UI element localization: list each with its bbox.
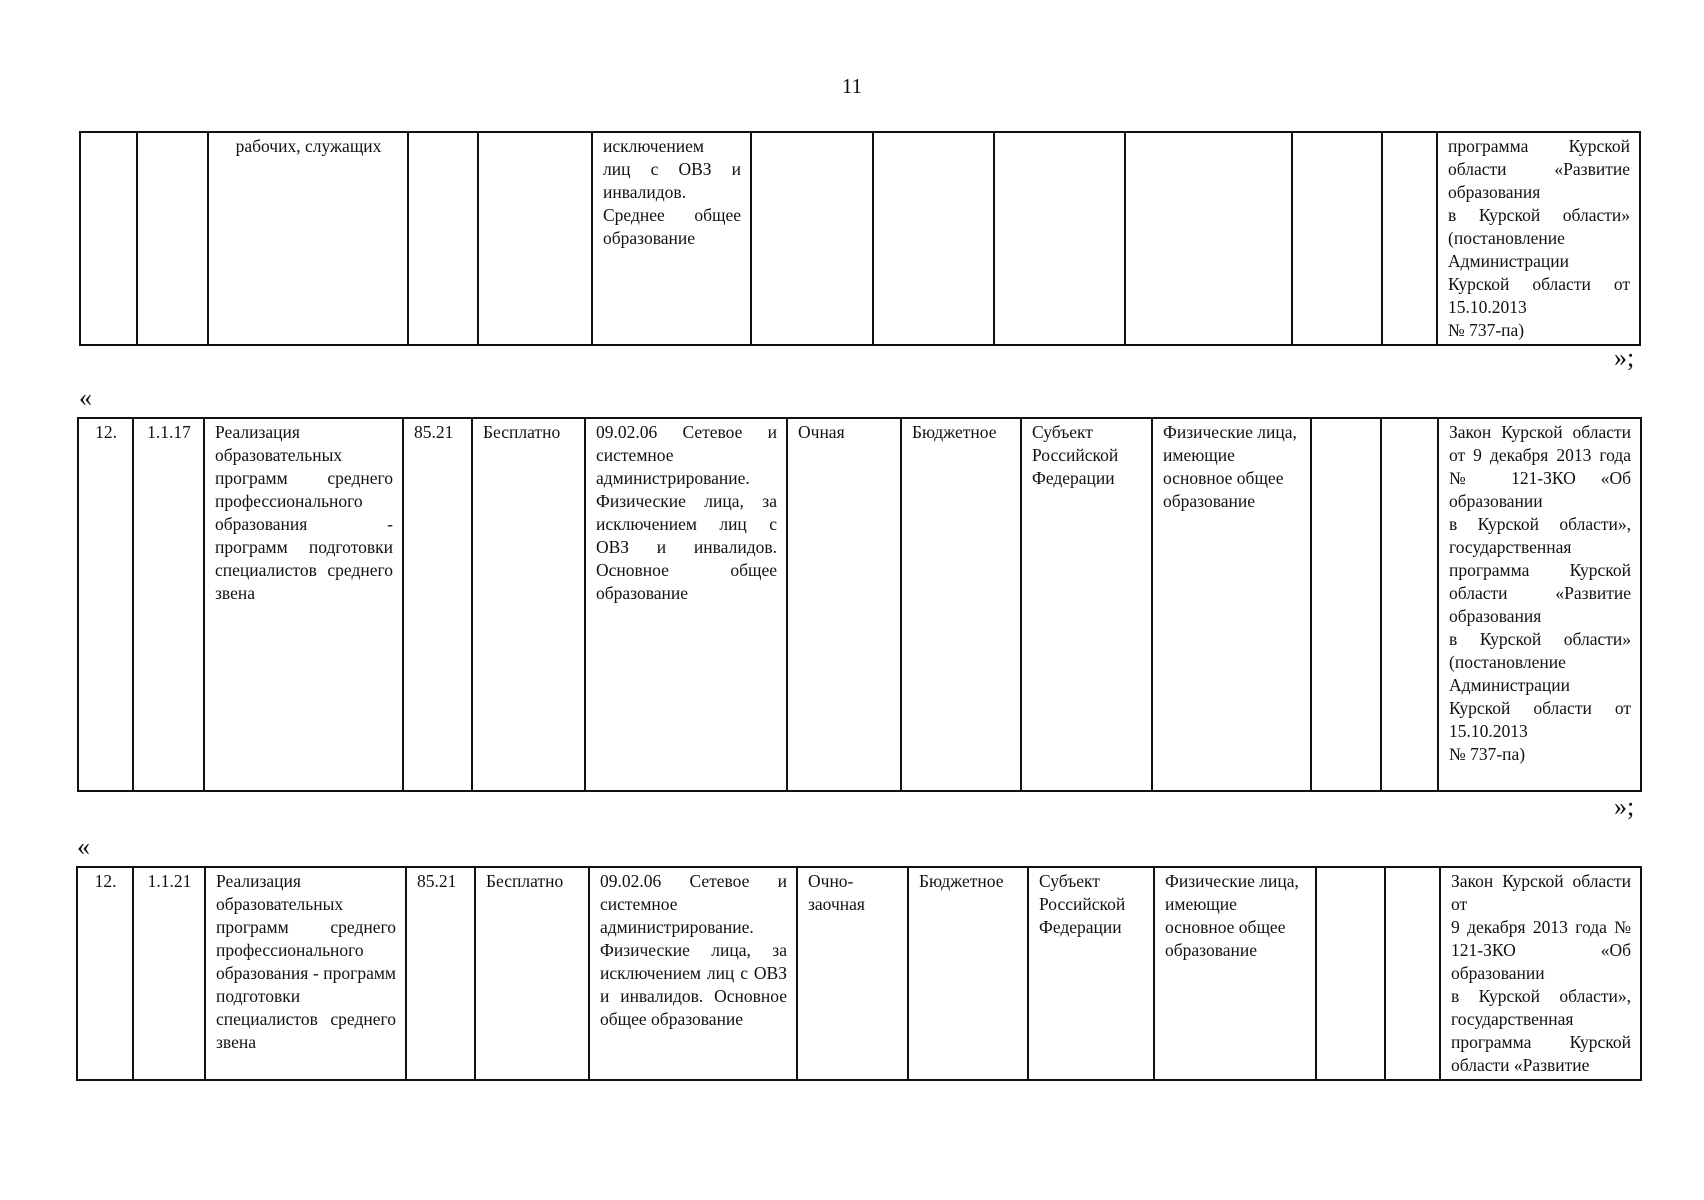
cell-consumers [1125, 132, 1292, 345]
cell-institution-type: Бюджетное [901, 418, 1021, 791]
cell-empty-1 [1311, 418, 1381, 791]
cell-number: 12. [77, 867, 133, 1080]
table-row [78, 418, 1641, 791]
cell-founder: Субъект Российской Федерации [1021, 418, 1152, 791]
cell-legal-basis: Закон Курской области от 9 декабря 2013 года № 121-ЗКО «Об образовании в Курской области», государственная программа Курской области «Развитие образования в Курской области» (постановление Администрации Курской области от 15.10.2013 № 737-па) [1438, 418, 1641, 791]
registry-table-entry-1-1-21 [76, 866, 1642, 1081]
cell-code: 1.1.21 [133, 867, 205, 1080]
cell-number [80, 132, 137, 345]
cell-service-name: Реализация образовательных программ среднего профессионального образования - программ подготовки специалистов среднего звена [204, 418, 403, 791]
cell-number: 12. [78, 418, 133, 791]
cell-empty-2 [1385, 867, 1440, 1080]
cell-service-name: Реализация образовательных программ среднего профессионального образования - программ подготовки специалистов среднего звена [205, 867, 406, 1080]
cell-institution-type: Бюджетное [908, 867, 1028, 1080]
page-number: 11 [841, 74, 863, 98]
cell-form: Очная [787, 418, 901, 791]
cell-empty-1 [1292, 132, 1382, 345]
cell-empty-2 [1382, 132, 1437, 345]
opening-quote: « [77, 832, 90, 861]
cell-program-content: 09.02.06 Сетевое и системное администрирование. Физические лица, за исключением лиц с ОВЗ и инвалидов. Основное общее образование [585, 418, 787, 791]
closing-quote: »; [1614, 792, 1635, 821]
cell-founder [994, 132, 1125, 345]
cell-payment: Бесплатно [472, 418, 585, 791]
opening-quote: « [79, 383, 92, 412]
cell-legal-basis: программа Курской области «Развитие образования в Курской области» (постановление Администрации Курской области от 15.10.2013 № 737-па) [1437, 132, 1640, 345]
cell-form: Очно-заочная [797, 867, 908, 1080]
registry-table-continuation [79, 131, 1641, 346]
cell-consumers: Физические лица, имеющие основное общее образование [1154, 867, 1316, 1080]
cell-founder: Субъект Российской Федерации [1028, 867, 1154, 1080]
cell-form [751, 132, 873, 345]
cell-okved [408, 132, 478, 345]
cell-okved: 85.21 [403, 418, 472, 791]
cell-payment: Бесплатно [475, 867, 589, 1080]
cell-code: 1.1.17 [133, 418, 204, 791]
cell-empty-1 [1316, 867, 1385, 1080]
cell-payment [478, 132, 592, 345]
cell-program-content: 09.02.06 Сетевое и системное администрирование. Физические лица, за исключением лиц с ОВЗ и инвалидов. Основное общее образование [589, 867, 797, 1080]
cell-legal-basis: Закон Курской области от 9 декабря 2013 года № 121-ЗКО «Об образовании в Курской области», государственная программа Курской области «Развитие [1440, 867, 1641, 1080]
cell-code [137, 132, 208, 345]
table-row [80, 132, 1640, 345]
cell-empty-2 [1381, 418, 1438, 791]
table-row [77, 867, 1641, 1080]
cell-program-content: исключением лиц с ОВЗ и инвалидов. Среднее общее образование [592, 132, 751, 345]
cell-consumers: Физические лица, имеющие основное общее образование [1152, 418, 1311, 791]
closing-quote: »; [1614, 343, 1635, 372]
cell-institution-type [873, 132, 994, 345]
registry-table-entry-1-1-17 [77, 417, 1642, 792]
cell-okved: 85.21 [406, 867, 475, 1080]
cell-service-name: рабочих, служащих [208, 132, 408, 345]
